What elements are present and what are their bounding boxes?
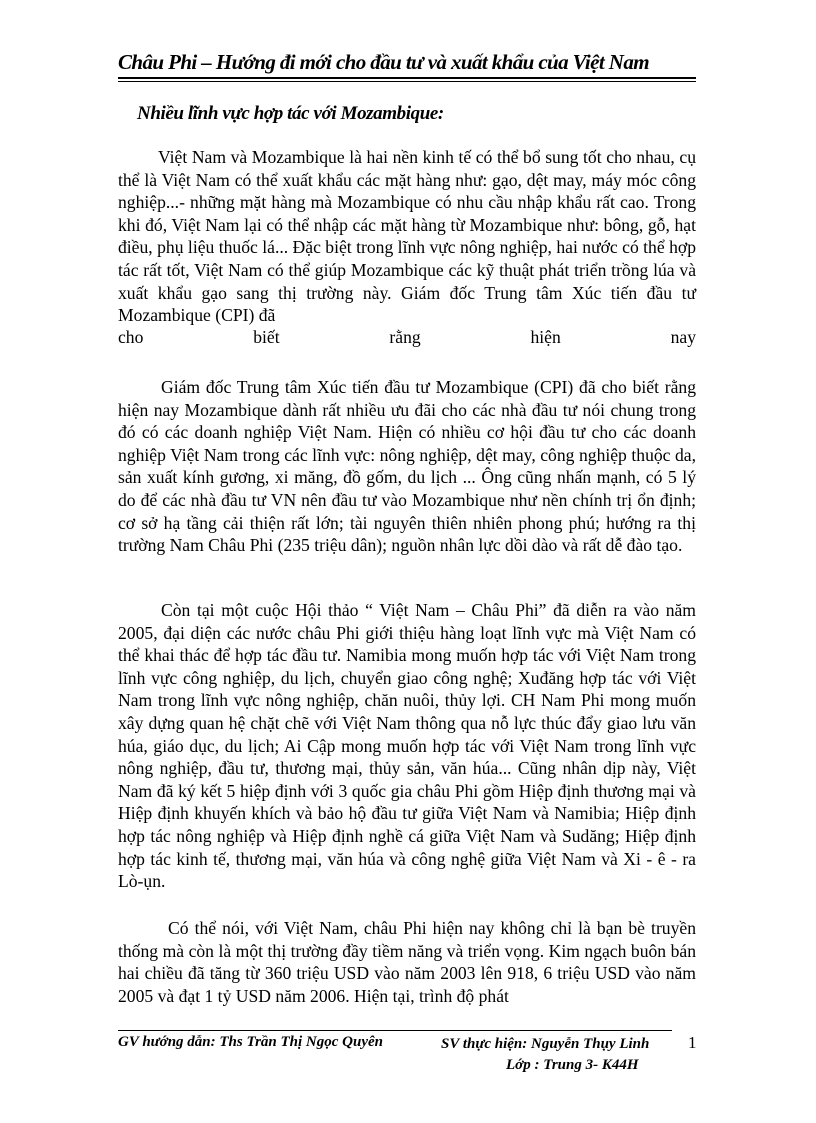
page-number: 1	[688, 1033, 697, 1052]
paragraph-2-text: Giám đốc Trung tâm Xúc tiến đầu tư Mozambique (CPI) đã cho biết rằng hiện nay Mozambique dành rất nhiều ưu đãi cho các nhà đầu tư nói chung trong đó có các doanh nghiệp Việt Nam. Hiện có nhiều cơ hội đầu tư cho các doanh nghiệp Việt Nam trong các lĩnh vực: nông nghiệp, dệt may, công nghiệp thuộc da, sản xuất kính gương, xi măng, đồ gốm, du lịch ... Ông cũng nhấn mạnh, có 5 lý do để các nhà đầu tư VN nên đầu tư vào Mozambique như nền chính trị ổn định; cơ sở hạ tầng cải thiện rất lớn; tài nguyên thiên nhiên phong phú; hướng ra thị trường Nam Châu Phi (235 triệu dân); nguồn nhân lực dồi dào và rất dễ đào tạo.	[118, 377, 696, 556]
footer-advisor: GV hướng dẫn: Ths Trần Thị Ngọc Quyên	[118, 1034, 383, 1050]
footer-student-block	[441, 1034, 649, 1076]
section-heading: Nhiều lĩnh vực hợp tác với Mozambique:	[137, 103, 444, 124]
paragraph-4-text: Có thể nói, với Việt Nam, châu Phi hiện nay không chỉ là bạn bè truyền thống mà còn là một thị trường đầy tiềm năng và triển vọng. Kim ngạch buôn bán hai chiều đã tăng từ 360 triệu USD vào năm 2003 lên 918, 6 triệu USD vào năm 2005 và đạt 1 tỷ USD năm 2006. Hiện tại, trình độ phát	[118, 918, 696, 1006]
paragraph-1-text: Việt Nam và Mozambique là hai nền kinh tế có thể bổ sung tốt cho nhau, cụ thể là Việt Nam có thể xuất khẩu các mặt hàng như: gạo, dệt may, máy móc công nghiệp...- những mặt hàng mà Mozambique có nhu cầu nhập khẩu rất cao. Trong khi đó, Việt Nam lại có thể nhập các mặt hàng từ Mozambique như: bông, gỗ, hạt điều, phụ liệu thuốc lá... Đặc biệt trong lĩnh vực nông nghiệp, hai nước có thể hợp tác rất tốt, Việt Nam có thể giúp Mozambique các kỹ thuật phát triển trồng lúa và xuất khẩu gạo sang thị trường này. Giám đốc Trung tâm Xúc tiến đầu tư Mozambique (CPI) đã	[118, 147, 696, 326]
paragraph-1-tail-text: cho biết rằng hiện nay	[118, 327, 696, 347]
page-header-title: Châu Phi – Hướng đi mới cho đầu tư và xuất khẩu của Việt Nam	[118, 50, 696, 79]
paragraph-3	[118, 599, 696, 893]
paragraph-4	[118, 917, 696, 1007]
header-rule	[118, 81, 696, 82]
paragraph-1	[118, 146, 696, 327]
footer-student: SV thực hiện: Nguyễn Thụy Linh	[441, 1036, 650, 1052]
paragraph-2	[118, 376, 696, 557]
footer-class: Lớp : Trung 3- K44H	[506, 1057, 639, 1073]
paragraph-3-text: Còn tại một cuộc Hội thảo “ Việt Nam – Châu Phi” đã diễn ra vào năm 2005, đại diện các nước châu Phi giới thiệu hàng loạt lĩnh vực mà Việt Nam có thể khai thác để hợp tác đầu tư. Namibia mong muốn hợp tác với Việt Nam trong lĩnh vực công nghiệp, du lịch, chuyển giao công nghệ; Xuđăng hợp tác với Việt Nam trong lĩnh vực nông nghiệp, chăn nuôi, thủy lợi. CH Nam Phi mong muốn xây dựng quan hệ chặt chẽ với Việt Nam thông qua nỗ lực thúc đẩy giao lưu văn húa, giáo dục, du lịch; Ai Cập mong muốn hợp tác với Việt Nam trong lĩnh vực nông nghiệp, đầu tư, thương mại, thủy sản, văn húa... Cũng nhân dịp này, Việt Nam đã ký kết 5 hiệp định với 3 quốc gia châu Phi gồm Hiệp định thương mại và Hiệp định khuyến khích và bảo hộ đầu tư giữa Việt Nam và Namibia; Hiệp định hợp tác nông nghiệp và Hiệp định nghề cá giữa Việt Nam và Sudăng; Hiệp định hợp tác kinh tế, thương mại, văn húa và công nghệ giữa Việt Nam và Xi - ê - ra Lò-ụn.	[118, 600, 696, 892]
paragraph-1-tail	[118, 326, 696, 349]
footer-rule	[118, 1030, 672, 1031]
